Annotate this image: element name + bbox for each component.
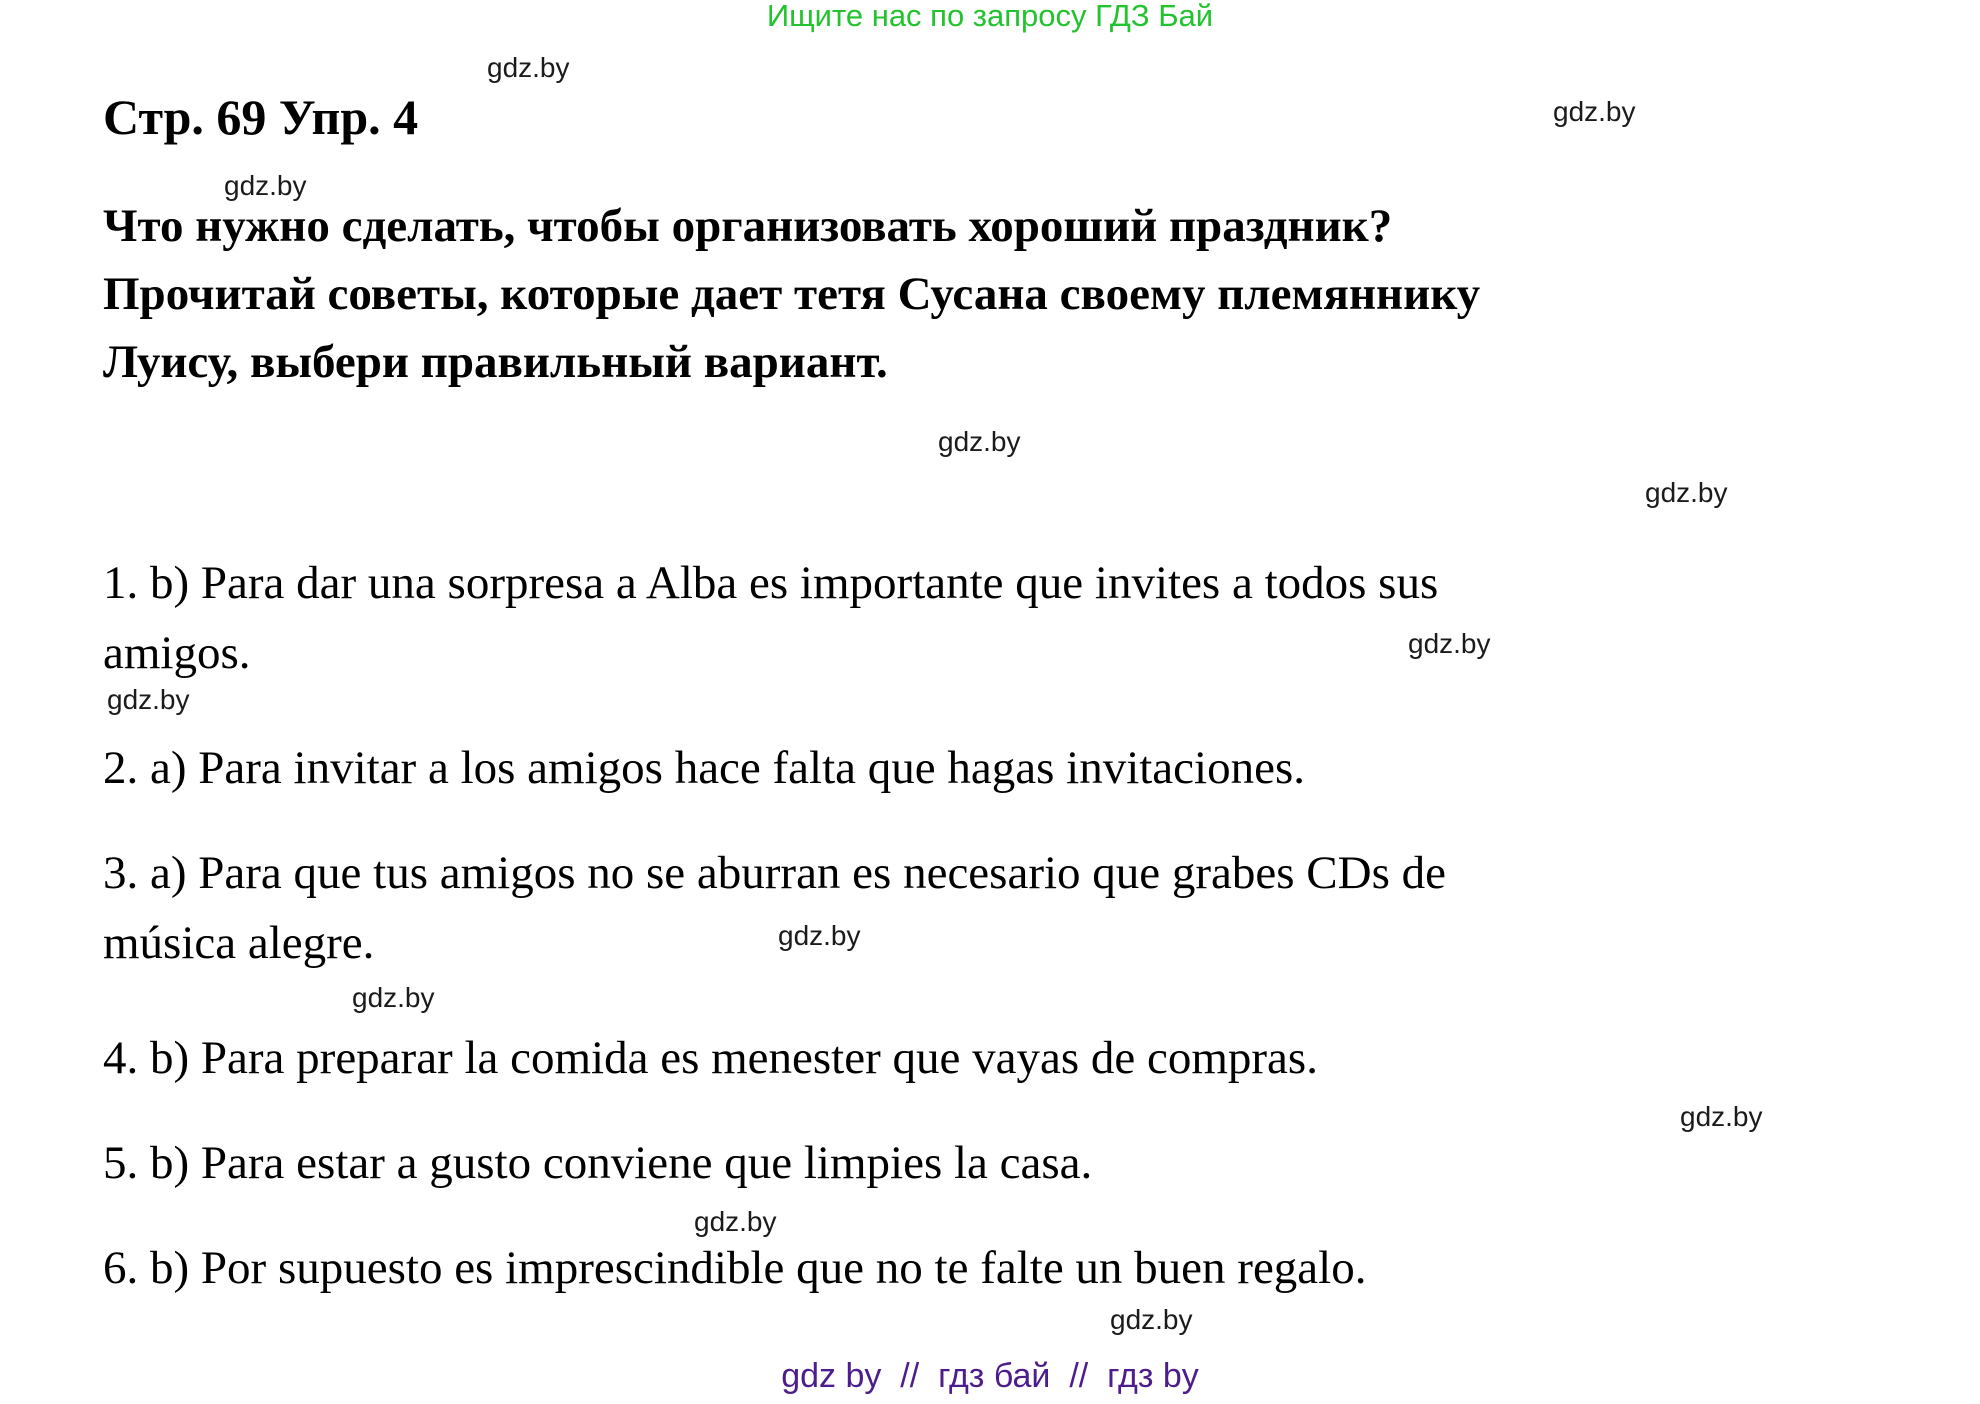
gdz-watermark: gdz.by bbox=[1408, 628, 1491, 659]
answer-item-2 bbox=[103, 733, 1305, 803]
promo-banner-text: Ищите нас по запросу ГДЗ Бай bbox=[766, 0, 1214, 33]
gdz-watermark: gdz.by bbox=[224, 170, 307, 201]
answer-item-4 bbox=[103, 1023, 1318, 1093]
gdz-watermark: gdz.by bbox=[1680, 1101, 1763, 1132]
answer-item-3 bbox=[103, 838, 1446, 978]
answer-line: 3. a) Para que tus amigos no se aburran es necesario que grabes CDs de bbox=[103, 847, 1446, 899]
task-description bbox=[103, 192, 1480, 396]
answer-line: 6. b) Por supuesto es imprescindible que no te falte un buen regalo. bbox=[103, 1242, 1367, 1294]
gdz-watermark: gdz.by bbox=[1645, 477, 1728, 508]
gdz-watermark: gdz.by bbox=[938, 426, 1021, 457]
answer-line: 1. b) Para dar una sorpresa a Alba es importante que invites a todos sus bbox=[103, 557, 1439, 609]
gdz-watermark: gdz.by bbox=[107, 684, 190, 715]
gdz-watermark: gdz.by bbox=[352, 982, 435, 1013]
task-line-1: Что нужно сделать, чтобы организовать хороший праздник? bbox=[103, 200, 1393, 252]
gdz-watermark: gdz.by bbox=[487, 52, 570, 83]
gdz-watermark: gdz.by bbox=[1110, 1304, 1193, 1335]
task-line-2: Прочитай советы, которые дает тетя Сусана своему племяннику bbox=[103, 268, 1481, 320]
answer-line: 2. a) Para invitar a los amigos hace falta que hagas invitaciones. bbox=[103, 742, 1305, 794]
page-title: Стр. 69 Упр. 4 bbox=[103, 89, 419, 145]
task-line-3: Луису, выбери правильный вариант. bbox=[103, 336, 888, 388]
gdz-watermark: gdz.by bbox=[778, 920, 861, 951]
answer-line: 4. b) Para preparar la comida es menester que vayas de compras. bbox=[103, 1032, 1318, 1084]
gdz-watermark: gdz.by bbox=[694, 1206, 777, 1237]
footer-text: gdz by // гдз бай // гдз by bbox=[781, 1357, 1199, 1395]
answer-line: música alegre. bbox=[103, 917, 375, 969]
answer-item-6 bbox=[103, 1233, 1366, 1303]
answer-item-1 bbox=[103, 548, 1438, 688]
gdz-watermark: gdz.by bbox=[1553, 96, 1636, 127]
answer-line: amigos. bbox=[103, 627, 251, 679]
answer-line: 5. b) Para estar a gusto conviene que limpies la casa. bbox=[103, 1137, 1093, 1189]
answer-item-5 bbox=[103, 1128, 1092, 1198]
